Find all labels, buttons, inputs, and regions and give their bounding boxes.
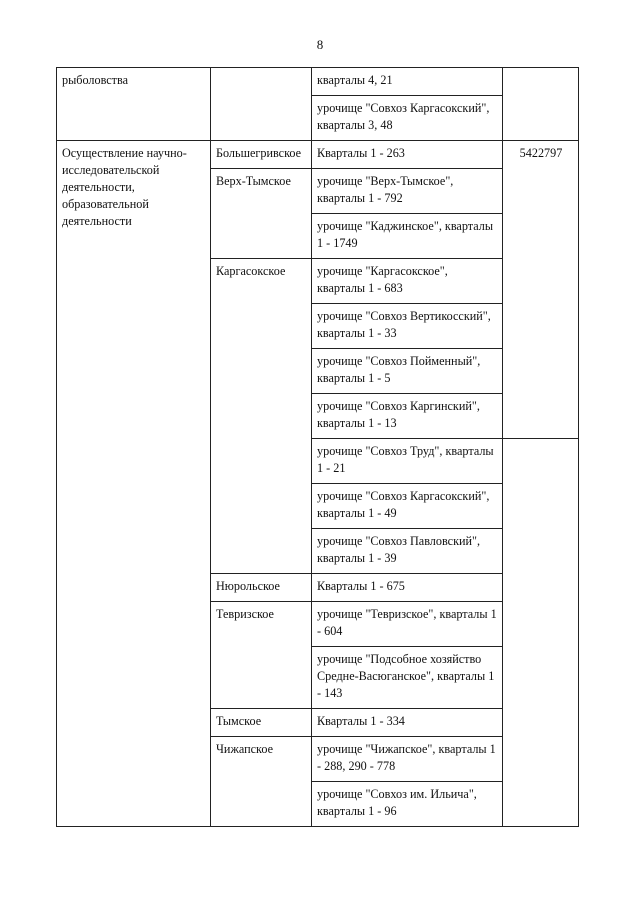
area-cell: 5422797 xyxy=(503,141,579,439)
page-number: 8 xyxy=(316,37,324,52)
unit-cell: урочище "Каджинское", кварталы 1 - 1749 xyxy=(312,214,503,259)
unit-cell: Кварталы 1 - 263 xyxy=(312,141,503,169)
forestry-cell: Тымское xyxy=(211,709,312,737)
unit-cell: урочище "Верх-Тымское", кварталы 1 - 792 xyxy=(312,169,503,214)
unit-cell: урочище "Совхоз им. Ильича", кварталы 1 - 96 xyxy=(312,782,503,827)
purpose-cell: Осуществление научно-исследовательской деятельности, образовательной деятельности xyxy=(57,141,211,827)
table-row xyxy=(57,141,579,169)
area-cell xyxy=(503,439,579,827)
unit-cell: урочище "Совхоз Вертикосский", кварталы 1 - 33 xyxy=(312,304,503,349)
unit-cell: урочище "Совхоз Каргинский", кварталы 1 - 13 xyxy=(312,394,503,439)
unit-cell: урочище "Чижапское", кварталы 1 - 288, 290 - 778 xyxy=(312,737,503,782)
forestry-cell: Каргасокское xyxy=(211,259,312,574)
unit-cell: Кварталы 1 - 334 xyxy=(312,709,503,737)
purpose-cell: рыболовства xyxy=(57,68,211,141)
unit-cell: урочище "Совхоз Каргасокский", кварталы 3, 48 xyxy=(312,96,503,141)
unit-cell: кварталы 4, 21 xyxy=(312,68,503,96)
unit-cell: урочище "Совхоз Каргасокский", кварталы 1 - 49 xyxy=(312,484,503,529)
unit-cell: урочище "Подсобное хозяйство Средне-Васюганское", кварталы 1 - 143 xyxy=(312,647,503,709)
forest-use-table xyxy=(56,67,579,827)
area-cell xyxy=(503,68,579,141)
unit-cell: Кварталы 1 - 675 xyxy=(312,574,503,602)
forestry-cell: Большегривское xyxy=(211,141,312,169)
unit-cell: урочище "Совхоз Труд", кварталы 1 - 21 xyxy=(312,439,503,484)
unit-cell: урочище "Каргасокское", кварталы 1 - 683 xyxy=(312,259,503,304)
unit-cell: урочище "Совхоз Павловский", кварталы 1 - 39 xyxy=(312,529,503,574)
forestry-cell: Тевризское xyxy=(211,602,312,709)
forestry-cell: Верх-Тымское xyxy=(211,169,312,259)
unit-cell: урочище "Тевризское", кварталы 1 - 604 xyxy=(312,602,503,647)
forestry-cell: Чижапское xyxy=(211,737,312,827)
forestry-cell: Нюрольское xyxy=(211,574,312,602)
forestry-cell xyxy=(211,68,312,141)
table-row xyxy=(57,68,579,96)
unit-cell: урочище "Совхоз Пойменный", кварталы 1 - 5 xyxy=(312,349,503,394)
